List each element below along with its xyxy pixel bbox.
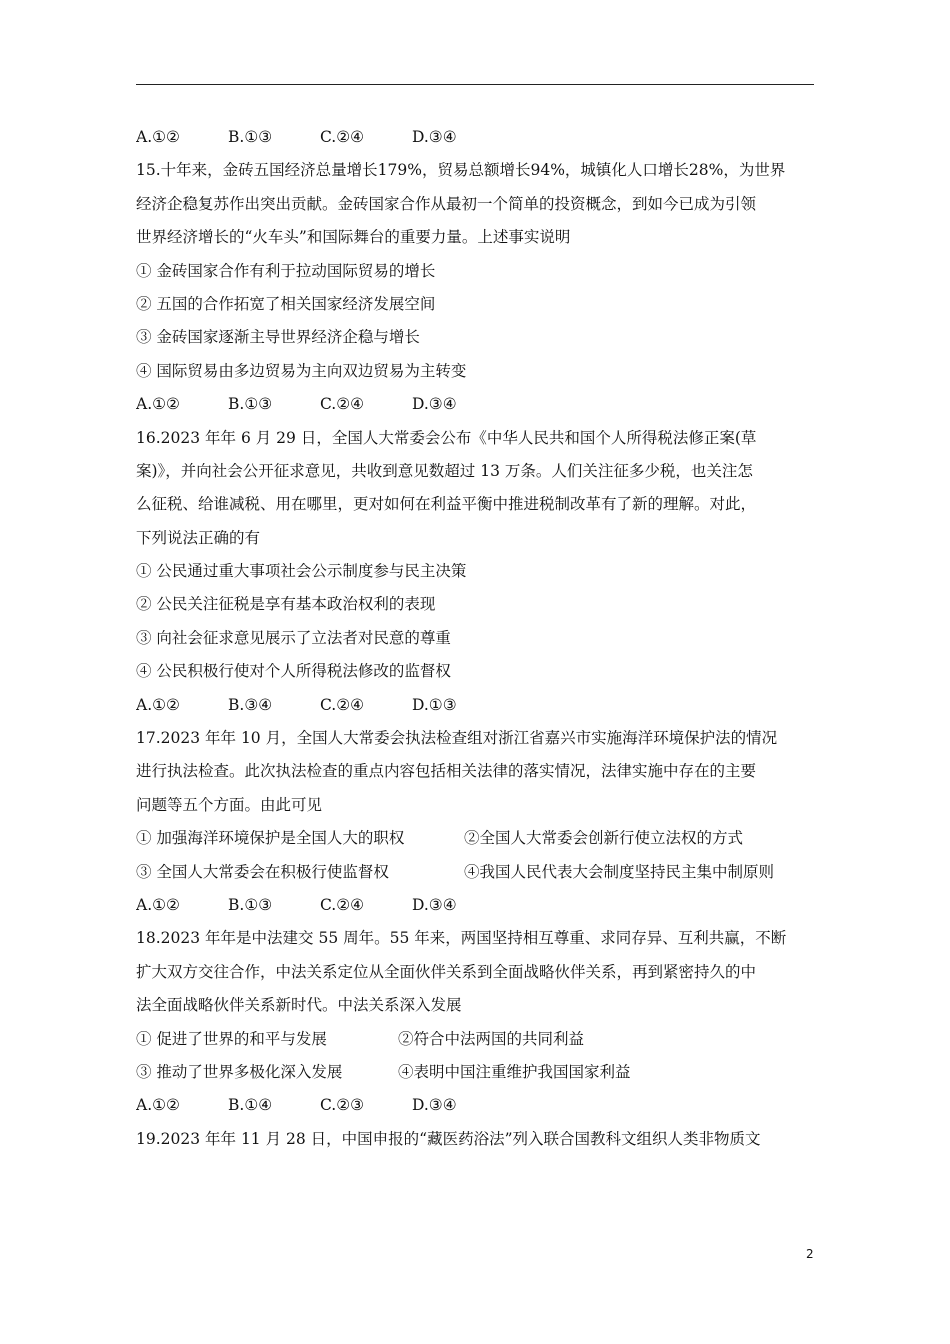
page-number: 2 xyxy=(806,1247,814,1261)
option-d[interactable]: D.③④ xyxy=(412,128,457,146)
question-stem-line: 么征税、给谁减税、用在哪里，更对如何在利益平衡中推进税制改革有了新的理解。对此， xyxy=(136,495,757,514)
option-a[interactable]: A.①② xyxy=(136,895,180,914)
statement-item: ③ 金砖国家逐渐主导世界经济企稳与增长 xyxy=(136,328,420,347)
question-stem-line: 18.2023 年年是中法建交 55 周年。55 年来，两国坚持相互尊重、求同存异、互利共赢，不断 xyxy=(136,929,787,948)
statement-item: ③ 向社会征求意见展示了立法者对民意的尊重 xyxy=(136,628,451,647)
option-c[interactable]: C.②④ xyxy=(320,895,365,914)
header-rule xyxy=(136,84,814,85)
statement-item: ④我国人民代表大会制度坚持民主集中制原则 xyxy=(464,862,775,881)
statement-pair xyxy=(136,1056,816,1089)
statement-item: ① 加强海洋环境保护是全国人大的职权 xyxy=(136,829,405,848)
option-c[interactable]: C.②④ xyxy=(320,695,365,714)
answer-options xyxy=(136,388,816,421)
question-18 xyxy=(136,922,816,1122)
statement-item: ② 公民关注征税是享有基本政治权利的表现 xyxy=(136,595,436,614)
question-stem-line: 问题等五个方面。由此可见 xyxy=(136,795,323,814)
option-a[interactable]: A.①② xyxy=(136,695,180,714)
option-d[interactable]: D.③④ xyxy=(412,1096,457,1115)
option-c[interactable]: C.②④ xyxy=(320,395,365,414)
option-b[interactable]: B.③④ xyxy=(228,695,273,714)
statement-item: ① 公民通过重大事项社会公示制度参与民主决策 xyxy=(136,562,467,581)
statement-item: ④表明中国注重维护我国国家利益 xyxy=(398,1062,631,1081)
option-a[interactable]: A.①② xyxy=(136,395,180,414)
option-b[interactable]: B.①③ xyxy=(228,128,273,146)
question-stem-line: 19.2023 年年 11 月 28 日，中国申报的“藏医药浴法”列入联合国教科文组织人类非物质文 xyxy=(136,1129,761,1148)
option-d[interactable]: D.③④ xyxy=(412,395,457,414)
statement-pair xyxy=(136,1023,816,1056)
answer-options xyxy=(136,1089,816,1122)
question-15 xyxy=(136,154,816,421)
option-d[interactable]: D.①③ xyxy=(412,695,457,714)
option-d[interactable]: D.③④ xyxy=(412,895,457,914)
option-c[interactable]: C.②④ xyxy=(320,128,365,146)
option-b[interactable]: B.①③ xyxy=(228,395,273,414)
option-c[interactable]: C.②③ xyxy=(320,1096,365,1115)
answer-options xyxy=(136,689,816,722)
statement-item: ②全国人大常委会创新行使立法权的方式 xyxy=(464,829,744,848)
question-stem-line: 16.2023 年年 6 月 29 日，全国人大常委会公布《中华人民共和国个人所得税法修正案(草 xyxy=(136,428,757,447)
answer-options xyxy=(136,889,816,922)
prev-question-options xyxy=(136,121,816,154)
question-16 xyxy=(136,422,816,723)
question-stem-line: 17.2023 年年 10 月，全国人大常委会执法检查组对浙江省嘉兴市实施海洋环境保护法的情况 xyxy=(136,729,778,748)
statement-item: ④ 公民积极行使对个人所得税法修改的监督权 xyxy=(136,662,451,681)
statement-item: ① 促进了世界的和平与发展 xyxy=(136,1029,327,1048)
question-stem-line: 15.十年来，金砖五国经济总量增长179%，贸易总额增长94%，城镇化人口增长28%，为世界 xyxy=(136,161,786,180)
option-a[interactable]: A.①② xyxy=(136,128,180,146)
statement-item: ④ 国际贸易由多边贸易为主向双边贸易为主转变 xyxy=(136,361,467,380)
statement-pair xyxy=(136,856,816,889)
question-stem-line: 经济企稳复苏作出突出贡献。金砖国家合作从最初一个简单的投资概念，到如今已成为引领 xyxy=(136,194,757,213)
page-content xyxy=(136,121,816,1156)
question-stem-line: 扩大双方交往合作，中法关系定位从全面伙伴关系到全面战略伙伴关系，再到紧密持久的中 xyxy=(136,962,757,981)
option-a[interactable]: A.①② xyxy=(136,1096,180,1115)
option-b[interactable]: B.①③ xyxy=(228,895,273,914)
question-stem-line: 法全面战略伙伴关系新时代。中法关系深入发展 xyxy=(136,996,462,1015)
statement-pair xyxy=(136,822,816,855)
statement-item: ②符合中法两国的共同利益 xyxy=(398,1029,585,1048)
statement-item: ③ 推动了世界多极化深入发展 xyxy=(136,1062,343,1081)
question-stem-line: 下列说法正确的有 xyxy=(136,528,261,547)
statement-item: ③ 全国人大常委会在积极行使监督权 xyxy=(136,862,389,881)
question-stem-line: 进行执法检查。此次执法检查的重点内容包括相关法律的落实情况，法律实施中存在的主要 xyxy=(136,762,757,781)
statement-item: ② 五国的合作拓宽了相关国家经济发展空间 xyxy=(136,294,436,313)
question-19 xyxy=(136,1123,816,1156)
question-stem-line: 案)》，并向社会公开征求意见，共收到意见数超过 13 万条。人们关注征多少税，也关注怎 xyxy=(136,461,753,480)
question-17 xyxy=(136,722,816,922)
statement-item: ① 金砖国家合作有利于拉动国际贸易的增长 xyxy=(136,261,436,280)
question-stem-line: 世界经济增长的“火车头”和国际舞台的重要力量。上述事实说明 xyxy=(136,228,571,247)
option-b[interactable]: B.①④ xyxy=(228,1096,273,1115)
